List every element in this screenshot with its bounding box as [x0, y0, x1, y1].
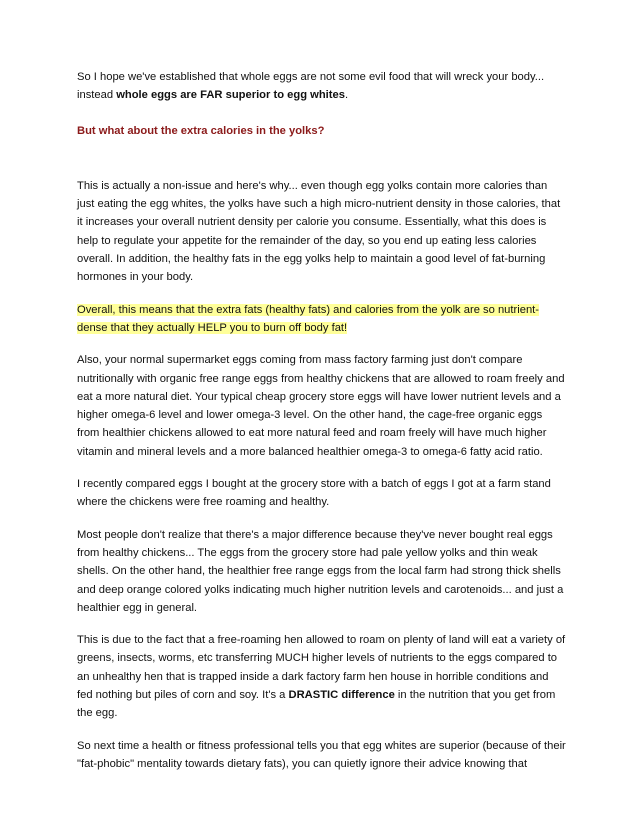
- section-heading: But what about the extra calories in the yolks?: [77, 124, 325, 137]
- paragraph-calories: This is actually a non-issue and here's why... even though egg yolks contain more calories than just eating the egg whites, the yolks have such a high micro-nutrient density in those calories, that it increases your overall nutrient density per calorie you consume. Essentially, what this does is help to regulate your appetite for the remainder of the day, so you end up eating less calories overall. In addition, the healthy fats in the egg yolks help to maintain a good level of fat-burning hormones in your body.: [77, 179, 561, 284]
- article-body: [77, 68, 567, 787]
- paragraph-compared: I recently compared eggs I bought at the grocery store with a batch of eggs I got at a farm stand where the chickens were free roaming and healthy.: [77, 478, 551, 509]
- hen-text-start: This is due to the fact that a free-roaming hen allowed to roam on plenty of land will eat a variety of greens, insects, worms, etc transferring MUCH higher levels of nutrients to the eggs compared to an unhealthy hen that is trapped inside a dark factory farm hen house in horrible conditions and fed nothing but piles of corn and soy. It's a: [77, 634, 566, 702]
- intro-paragraph: [77, 68, 567, 105]
- intro-bold: whole eggs are FAR superior to egg whites: [116, 89, 345, 102]
- paragraph-hen: [77, 631, 567, 722]
- intro-line: So I hope we've established that whole eggs are not some evil food that will wreck your body...: [77, 71, 545, 83]
- paragraph-highlight: [77, 301, 567, 338]
- paragraph-next: So next time a health or fitness professional tells you that egg whites are superior (because of their "fat-phobic" mentality towards dietary fats), you can quietly ignore their advice knowing that: [77, 739, 566, 770]
- intro-lead: instead: [77, 89, 117, 102]
- paragraph-supermarket: Also, your normal supermarket eggs coming from mass factory farming just don't compare nutritionally with organic free range eggs from healthy chickens that are allowed to roam freely and eat a more natural diet. Your typical cheap grocery store eggs will have lower nutrient levels and a higher omega-6 level and lower omega-3 level. On the other hand, the cage-free organic eggs from healthier chickens allowed to eat more natural feed and roam freely will have much higher vitamin and mineral levels and a more balanced healthier omega-3 to omega-6 fatty acid ratio.: [77, 354, 565, 458]
- paragraph-difference: Most people don't realize that there's a major difference because they've never bought real eggs from healthy chickens... The eggs from the grocery store had pale yellow yolks and thin weak shells. On the other hand, the healthier free range eggs from the local farm had strong thick shells and deep orange colored yolks indicating much higher nutrition levels and carotenoids... and just a healthier egg in general.: [77, 528, 564, 614]
- hen-text-end: in the nutrition that you get from the egg.: [77, 689, 556, 720]
- hen-text-bold: DRASTIC difference: [288, 689, 395, 702]
- highlighted-text: Overall, this means that the extra fats (healthy fats) and calories from the yolk are so nutrient-dense that they actually HELP you to burn off body fat!: [77, 303, 540, 334]
- intro-tail: .: [344, 89, 349, 102]
